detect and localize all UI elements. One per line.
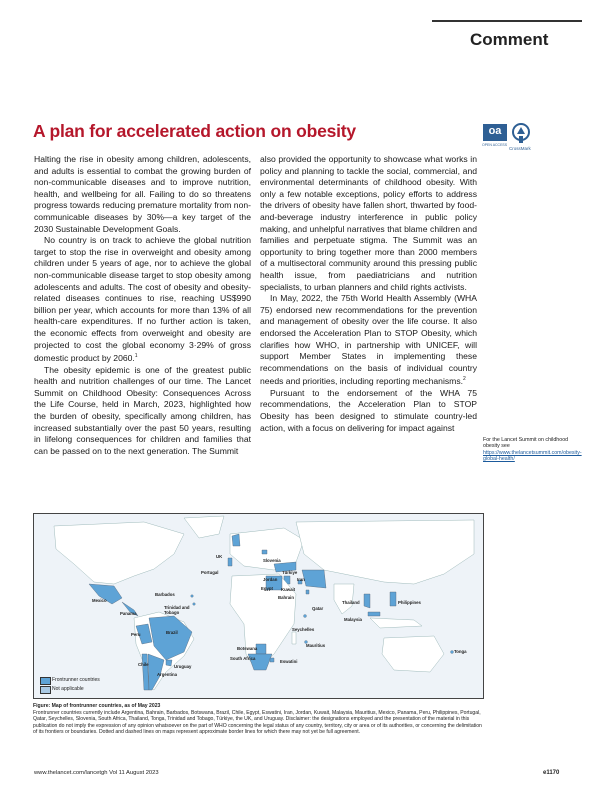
caption-title: Figure: Map of frontrunner countries, as of May 2023	[33, 703, 161, 709]
section-label: Comment	[470, 30, 549, 49]
legend-swatch-not-applicable	[40, 686, 51, 694]
map-label: Botswana	[237, 646, 258, 651]
map-label: Tonga	[454, 649, 467, 654]
crossmark-icon[interactable]	[510, 122, 532, 146]
paragraph: Halting the rise in obesity among children, adolescents, and adults is essential to combat the growing burden of non-communicable diseases and to improve nutrition, health, and wellbeing for all. Failing to do so threatens progress towards reducing premature mortality from non-communicable diseases by 30%—a key target of the 2030 Sustainable Development Goals.	[34, 154, 251, 234]
map-label: Malaysia	[344, 617, 362, 622]
map-label: Argentina	[157, 672, 178, 677]
map-label: South Africa	[230, 656, 256, 661]
map-label: Barbados	[155, 592, 175, 597]
figure-caption	[33, 703, 483, 736]
sidenote-link[interactable]: https://www.thelancetsummit.com/obesity-global-health/	[483, 449, 582, 463]
article-title: A plan for accelerated action on obesity	[33, 121, 356, 141]
map-label: UK	[216, 554, 223, 559]
open-access-badge[interactable]: oa	[483, 124, 507, 141]
map-label: Seychelles	[292, 627, 315, 632]
paragraph: No country is on track to achieve the global nutrition target to stop the rise in overweight and obesity among children under 5 years of age, nor to achieve the global non-communicable disease target to stop obesity among adolescents and adults. The cost of obesity and obesity-related diseases continues to rise, reaching US$990 billion per year, which accounts for more than 13% of all health-care expenditures. If no further action is taken, the economic effects from overweight and obesity are projected to cost the global economy 3·29% of gross domestic product by 2060.$^1$	[34, 235, 251, 363]
map-label: Eswatini	[280, 659, 298, 664]
map-label: Iran	[297, 577, 305, 582]
map-label: Qatar	[312, 606, 324, 611]
map-label: Slovenia	[263, 558, 281, 563]
body-column-2	[260, 154, 477, 434]
map-label: Trinidad and Tobago	[164, 605, 190, 615]
body-column-1	[34, 154, 251, 457]
map-label: Peru	[131, 632, 141, 637]
legend-label: Not applicable	[52, 686, 84, 692]
map-label: Bahrain	[278, 595, 294, 600]
map-label: Mauritius	[306, 643, 326, 648]
map-label: Chile	[138, 662, 149, 667]
legend-label: Frontrunner countries	[52, 677, 100, 683]
paragraph: also provided the opportunity to showcase what works in policy and planning to tackle the social, commercial, and environmental determinants of childhood obesity. With only a few notable exceptions, policy efforts to address the drivers of obesity have fallen short, thwarted by food-and-beverage industry interference in public policy making, and unhelpful narratives that blame children and families and perpetuate stigma. The Summit was an opportunity to bring together more than 2000 members of a multisectoral community around this pressing public health issue, from paediatricians and nutrition specialists, to urban planners and child rights activists.	[260, 154, 477, 292]
map-label: Philippines	[398, 600, 421, 605]
page-number: e1170	[543, 770, 560, 776]
map-label: Portugal	[201, 570, 219, 575]
map-label: Egypt	[261, 586, 273, 591]
map-label: Jordan	[263, 577, 278, 582]
sidenote-text: For the Lancet Summit on childhood obesity see	[483, 437, 569, 450]
world-map-figure	[33, 513, 484, 699]
map-label: Brazil	[166, 630, 178, 635]
citation-ref[interactable]: 1	[134, 353, 138, 360]
header-rule	[432, 20, 582, 22]
paragraph: The obesity epidemic is one of the greatest public health and nutrition challenges of our time. The Lancet Summit on Childhood Obesity: Consequences Across the Life Course, held in March, 2023, highlighted how the burden of obesity, specifically among children, has increased substantially over the past 50 years, resulting in lifelong consequences for children and families that can be passed on to the next generation. The Summit	[34, 364, 251, 456]
paragraph: In May, 2022, the 75th World Health Assembly (WHA 75) endorsed new recommendations for the prevention and management of obesity over the life course. It also endorsed the Acceleration Plan to STOP Obesity, which clarifies how WHO, in partnership with UNICEF, will support Member States in implementing these recommendations on the basis of individual country needs and priorities, including reporting mechanisms.$^2$	[260, 293, 477, 387]
paragraph: Pursuant to the endorsement of the WHA 75 recommendations, the Acceleration Plan to STOP Obesity has been designed to stimulate country-led action, with a focus on delivering for impact against	[260, 387, 477, 433]
crossmark-label: CrossMark	[509, 146, 531, 151]
map-label: Mexico	[92, 598, 107, 603]
map-label: Uruguay	[174, 664, 192, 669]
legend-swatch-frontrunner	[40, 677, 51, 685]
open-access-label: OPEN ACCESS	[482, 143, 508, 147]
footer-journal: www.thelancet.com/lancetgh Vol 11 August 2023	[34, 770, 159, 776]
map-label: Kuwait	[281, 587, 296, 592]
world-map	[34, 514, 483, 698]
caption-text: Frontrunner countries currently include Argentina, Bahrain, Barbados, Botswana, Brazil, Chile, Egypt, Eswatini, Iran, Jordan, Kuwait, Malaysia, Mauritius, Mexico, Panama, Peru, Philippines, Portugal, Qatar, Seychelles, Slovenia, South Africa, Thailand, Tonga, Trinidad and Tobago, Türkiye, the UK, and Uruguay. Disclaimer: the designations employed and the presentation of the material in this publication do not imply the expression of any opinion whatsoever on the part of WHO concerning the legal status of any country, territory, city or area or of its authorities, or concerning the delimitation of its frontiers or boundaries. Dotted and dashed lines on maps represent approximate border lines for which there may not yet be full agreement.	[33, 709, 482, 736]
sidenote	[483, 437, 583, 463]
map-label: Türkiye	[282, 570, 298, 575]
map-label: Thailand	[342, 600, 360, 605]
citation-ref[interactable]: 2	[463, 376, 466, 383]
map-label: Panama	[120, 611, 137, 616]
